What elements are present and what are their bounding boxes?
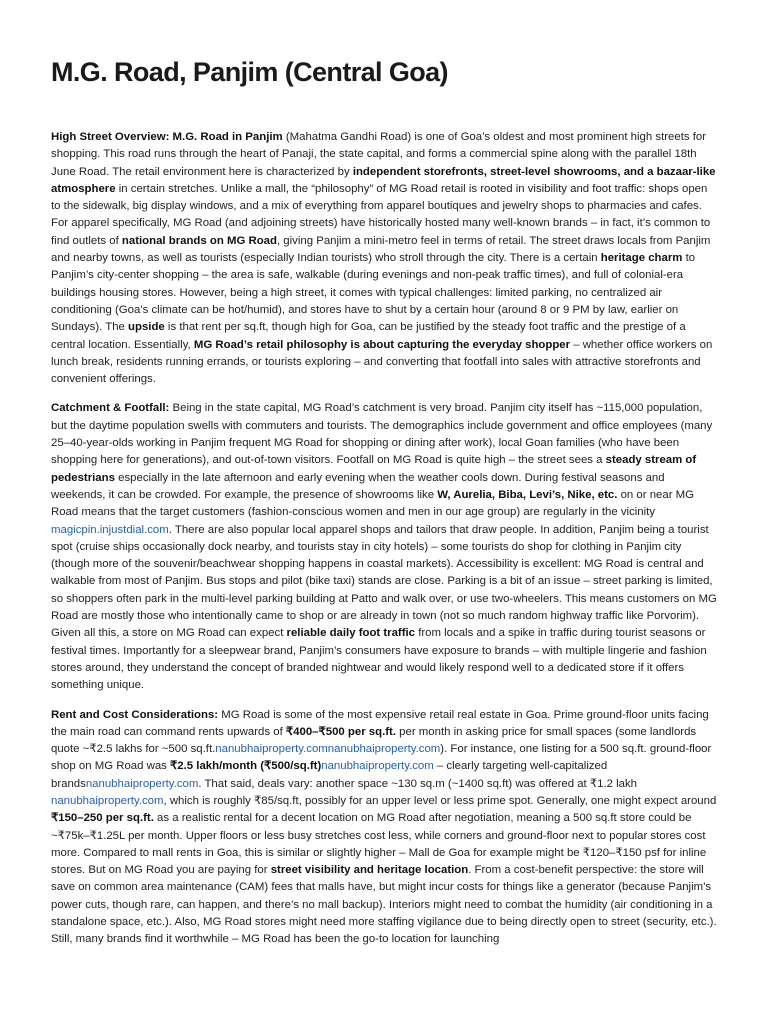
bold-text: national brands on MG Road bbox=[121, 234, 277, 247]
text: ). For instance, one listing for a 500 sq.ft. ground-floor shop on MG Road was bbox=[51, 743, 712, 773]
bold-text: W, Aurelia, Biba, Levi’s, Nike, etc. bbox=[437, 488, 618, 501]
text: in certain stretches. Unlike a mall, the “philosophy” of MG Road retail is rooted in visibility and foot traffic: shops open to the sidewalk, big display windows, and a mix of everything from apparel boutiques and jewelry shops to pharmacies and cafes. For apparel specifically, MG Road (and adjoining streets) have historically hosted many well-known brands – in fact, it’s common to find outlets of bbox=[51, 182, 711, 247]
source-link[interactable]: magicpin.injustdial.com bbox=[51, 523, 169, 536]
text: . That said, deals vary: another space ~130 sq.m (~1400 sq.ft) was offered at ₹1.2 lakh bbox=[198, 777, 637, 790]
text: on or near MG Road means that the target customers (fashion-conscious women and men in our age group) are regularly in the vicinity bbox=[51, 488, 695, 519]
text: from locals and a spike in traffic during tourist seasons or festival times. Importantly for a sleepwear brand, Panjim’s consumers have exposure to brands – with multiple lingerie and fashion stores around, they understand the concept of branded nightwear and would likely respond well to a dedicated store if it offers something unique. bbox=[51, 627, 707, 692]
text: to Panjim’s city-center shopping – the area is safe, walkable (during evenings and non-peak traffic times), and full of colonial-era buildings housing stores. However, being a high street, it comes with typical challenges: limited parking, no centralized air conditioning (Goa’s climate can be hot/humid), and stores have to shut by a certain hour (around 8 or 9 PM by law, earlier on Sundays). The bbox=[51, 252, 696, 334]
source-link[interactable]: nanubhaiproperty.com bbox=[321, 760, 434, 773]
text: , giving Panjim a mini-metro feel in terms of retail. The street draws locals from Panjim and nearby towns, as well as tourists (especially Indian tourists) who stroll through the city. There is a certain bbox=[51, 234, 711, 265]
bold-text: Rent and Cost Considerations: bbox=[51, 708, 219, 721]
source-link[interactable]: nanubhaiproperty.com bbox=[85, 777, 199, 790]
paragraph-high-street-overview bbox=[51, 129, 717, 388]
source-link[interactable]: nanubhaiproperty.com bbox=[51, 794, 164, 807]
bold-text: street visibility and heritage location bbox=[270, 864, 469, 877]
text: MG Road is some of the most expensive retail real estate in Goa. Prime ground-floor units facing the main road can command rents upwards of bbox=[51, 708, 709, 738]
source-link[interactable]: nanubhaiproperty.comnanubhaiproperty.com bbox=[215, 743, 441, 756]
bold-text: High Street Overview: M.G. Road in Panjim bbox=[51, 131, 283, 143]
bold-text: upside bbox=[128, 321, 165, 334]
bold-text: ₹400–₹500 per sq.ft. bbox=[285, 725, 397, 738]
bold-text: Catchment & Footfall: bbox=[51, 402, 170, 415]
text: . From a cost-benefit perspective: the store will save on common area maintenance (CAM) fees that malls have, but might incur costs for things like a generator (because Panjim’s power cuts, though rare, can happen, and there’s no mall backup). Interiors might need to combat the humidity (air conditioning in a standalone space, etc.). Also, MG Road stores might need more staffing vigilance due to being directly open to street (security, etc.). Still, many brands find it worthwhile – MG Road has been the go-to location for launching bbox=[51, 864, 717, 946]
text: Being in the state capital, MG Road’s catchment is very broad. Panjim city itself has ~115,000 population, but the daytime population swells with commuters and tourists. The demographics include government and office employees (many 25–40-year-olds working in Panjim frequent MG Road for shopping or dining after work), local Goan families (who have been shopping here for generations), and out-of-town visitors. Footfall on MG Road is quite high – the street sees a bbox=[51, 402, 713, 467]
page-title: M.G. Road, Panjim (Central Goa) bbox=[51, 57, 448, 87]
bold-text: MG Road’s retail philosophy is about capturing the everyday shopper bbox=[193, 338, 571, 351]
bold-text: ₹2.5 lakh/month (₹500/sq.ft) bbox=[170, 760, 322, 773]
text: especially in the late afternoon and early evening when the weather cools down. During festival seasons and weekends, it can be crowded. For example, the presence of showrooms like bbox=[51, 471, 665, 501]
text: – whether office workers on lunch break, residents running errands, or tourists exploring – and converting that footfall into sales with attractive storefronts and convenient offerings. bbox=[51, 338, 713, 386]
text: (Mahatma Gandhi Road) is one of Goa’s oldest and most prominent high streets for shopping. This road runs through the heart of Panaji, the state capital, and forms a commercial spine along with the parallel 18th June Road. The retail environment here is characterized by bbox=[51, 131, 707, 178]
text: . There are also popular local apparel shops and tailors that draw people. In addition, Panjim being a tourist spot (cruise ships occasionally dock nearby, and tourists stay in city hotels) – some tourists do shop for clothing in Panjim city (though more of the souvenir/beachwear shopping happens in coastal markets). Accessibility is excellent: MG Road is central and walkable from most of Panjim. Bus stops and pilot (bike taxi) stands are close. Parking is a bit of an issue – street parking is limited, so shoppers often park in the multi-level parking building at Patto and walk over, or use two-wheelers. This means customers on MG Road are mostly those who intentionally came to shop or are already in town (not so much random highway traffic like Porvorim). Given all this, a store on MG Road can expect bbox=[51, 523, 717, 640]
bold-text: heritage charm bbox=[600, 252, 683, 265]
bold-text: independent storefronts, street-level showrooms, and a bazaar-like atmosphere bbox=[51, 165, 716, 195]
text: is that rent per sq.ft, though high for Goa, can be justified by the steady foot traffic and the prestige of a central location. Essentially, bbox=[51, 321, 686, 351]
paragraph-rent-cost bbox=[51, 707, 717, 949]
text: – clearly targeting well-capitalized brands bbox=[51, 760, 608, 790]
bold-text: steady stream of pedestrians bbox=[51, 454, 697, 484]
document-body bbox=[51, 129, 717, 949]
bold-text: ₹150–250 per sq.ft. bbox=[51, 812, 154, 825]
text: as a realistic rental for a decent location on MG Road after negotiation, meaning a 500 sq.ft store could be ~₹75k–₹1.25L per month. Upper floors or less busy stretches cost less, while corners and ground-floor next to popular stores cost more. Compared to mall rents in Goa, this is similar or slightly higher – Mall de Goa for example might be ₹120–₹150 psf for inline stores. But on MG Road you are paying for bbox=[51, 812, 707, 877]
bold-text: reliable daily foot traffic bbox=[286, 627, 416, 640]
paragraph-catchment-footfall bbox=[51, 400, 717, 694]
text: , which is roughly ₹85/sq.ft, possibly for an upper level or less prime spot. Generally, one might expect around bbox=[163, 794, 717, 807]
text: per month in asking price for small spaces (some landlords quote ~₹2.5 lakhs for ~500 sq.ft. bbox=[51, 725, 697, 756]
